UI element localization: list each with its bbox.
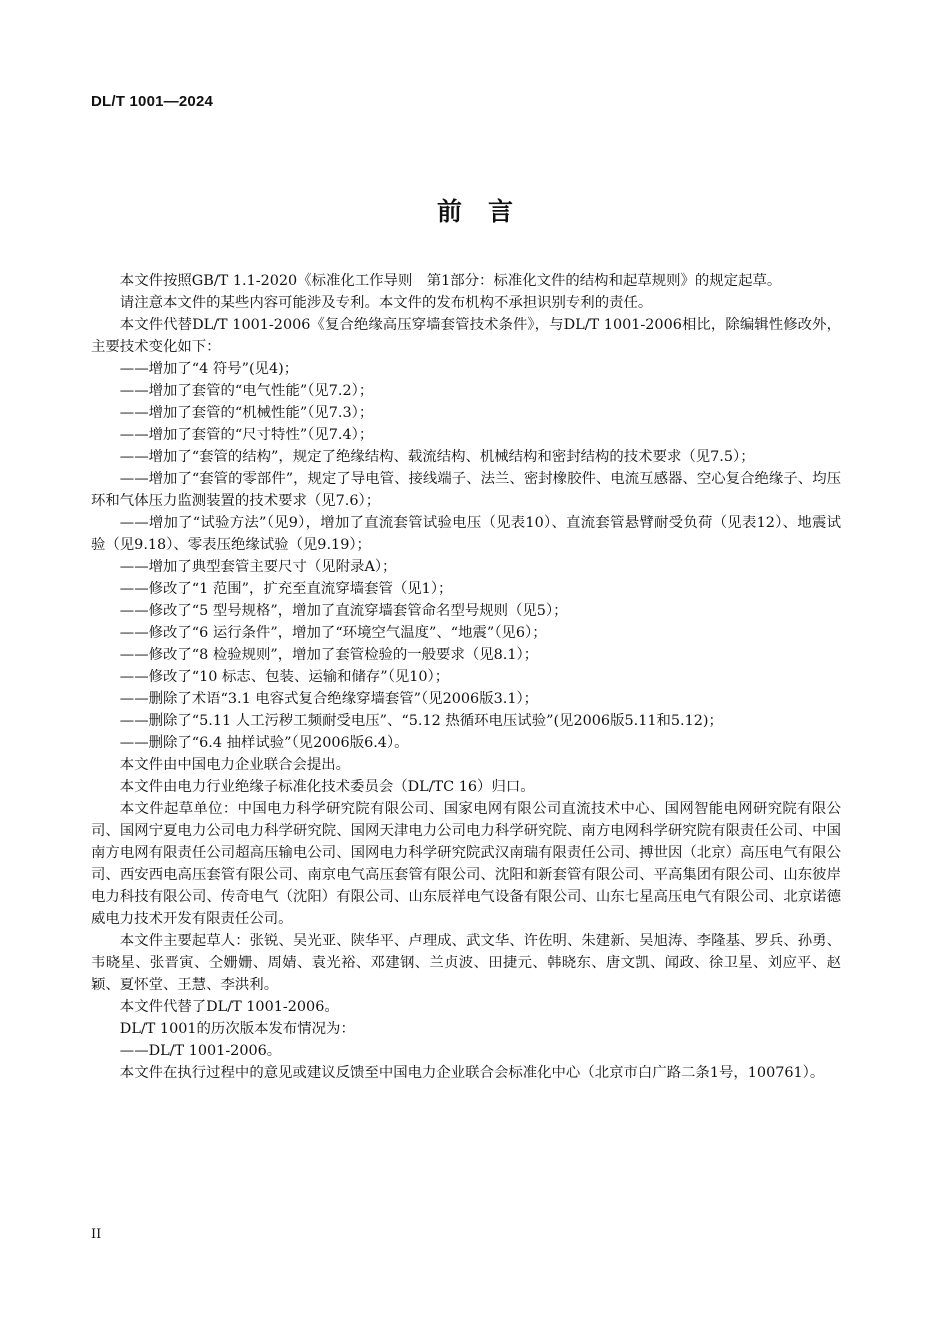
- document-number: DL/T 1001—2024: [91, 93, 214, 110]
- main-drafters: 本文件主要起草人：张锐、吴光亚、陕华平、卢理成、武文华、许佐明、朱建新、吴旭涛、李隆基、罗兵、孙勇、韦晓星、张晋寅、仝姗姗、周婧、袁光裕、邓建钢、兰贞波、田捷元、韩晓东、唐文凯、闻政、徐卫星、刘应平、赵颖、夏怀堂、王慧、李洪利。: [91, 933, 841, 993]
- change-item: ——增加了套管的“机械性能”（见7.3）；: [119, 405, 374, 421]
- change-item: ——修改了“8 检验规则”，增加了套管检验的一般要求（见8.1）；: [119, 647, 539, 663]
- change-item: ——增加了“套管的结构”，规定了绝缘结构、载流结构、机械结构和密封结构的技术要求（见7.5）；: [119, 449, 755, 465]
- paragraph: 本文件代替DL/T 1001-2006《复合绝缘高压穿墙套管技术条件》，与DL/T 1001-2006相比，除编辑性修改外，主要技术变化如下：: [91, 317, 841, 355]
- paragraph: 请注意本文件的某些内容可能涉及专利。本文件的发布机构不承担识别专利的责任。: [119, 295, 653, 311]
- drafting-units: 本文件起草单位：中国电力科学研究院有限公司、国家电网有限公司直流技术中心、国网智能电网研究院有限公司、国网宁夏电力公司电力科学研究院、国网天津电力公司电力科学研究院、南方电网科学研究院有限责任公司、中国南方电网有限责任公司超高压输电公司、国网电力科学研究院武汉南瑞有限责任公司、搏世因（北京）高压电气有限公司、西安西电高压套管有限公司、南京电气高压套管有限公司、沈阳和新套管有限公司、平高集团有限公司、山东彼岸电力科技有限公司、传奇电气（沈阳）有限公司、山东辰祥电气设备有限公司、山东七星高压电气有限公司、北京诺德威电力技术开发有限责任公司。: [91, 801, 841, 927]
- change-item: ——删除了“6.4 抽样试验”（见2006版6.4）。: [119, 735, 409, 751]
- change-item: ——修改了“10 标志、包装、运输和储存”（见10）；: [119, 669, 450, 685]
- paragraph: 本文件代替了DL/T 1001-2006。: [119, 999, 339, 1015]
- change-item: ——增加了“试验方法”（见9），增加了直流套管试验电压（见表10）、直流套管悬臂耐受负荷（见表12）、地震试验（见9.18）、零表压绝缘试验（见9.19）；: [91, 515, 841, 553]
- change-item: ——增加了“4 符号”(见4)；: [119, 361, 299, 377]
- paragraph: 本文件由电力行业绝缘子标准化技术委员会（DL/TC 16）归口。: [119, 779, 535, 795]
- page-number: II: [91, 1227, 102, 1242]
- change-item: ——修改了“5 型号规格”，增加了直流穿墙套管命名型号规则（见5）；: [119, 603, 568, 619]
- change-item: ——增加了套管的“尺寸特性”（见7.4）；: [119, 427, 374, 443]
- change-item: ——增加了“套管的零部件”，规定了导电管、接线端子、法兰、密封橡胶件、电流互感器、空心复合绝缘子、均压环和气体压力监测装置的技术要求（见7.6）；: [91, 471, 841, 509]
- change-item: ——删除了术语“3.1 电容式复合绝缘穿墙套管”（见2006版3.1）；: [119, 691, 539, 707]
- paragraph: DL/T 1001的历次版本发布情况为：: [119, 1021, 355, 1037]
- change-item: ——增加了典型套管主要尺寸（见附录A）；: [119, 559, 397, 575]
- version-item: ——DL/T 1001-2006。: [119, 1043, 282, 1059]
- preface-body: [91, 270, 841, 1084]
- change-item: ——修改了“1 范围”，扩充至直流穿墙套管（见1）；: [119, 581, 453, 597]
- change-item: ——删除了“5.11 人工污秽工频耐受电压”、“5.12 热循环电压试验”(见2006版5.11和5.12)；: [119, 713, 723, 729]
- paragraph: 本文件按照GB/T 1.1-2020《标准化工作导则 第1部分：标准化文件的结构和起草规则》的规定起草。: [119, 273, 782, 289]
- page-title: 前言: [436, 197, 539, 226]
- change-item: ——增加了套管的“电气性能”（见7.2）；: [119, 383, 374, 399]
- change-item: ——修改了“6 运行条件”，增加了“环境空气温度”、“地震”（见6）；: [119, 625, 547, 641]
- paragraph: 本文件由中国电力企业联合会提出。: [119, 757, 351, 773]
- feedback-paragraph: 本文件在执行过程中的意见或建议反馈至中国电力企业联合会标准化中心（北京市白广路二条1号，100761）。: [119, 1065, 825, 1081]
